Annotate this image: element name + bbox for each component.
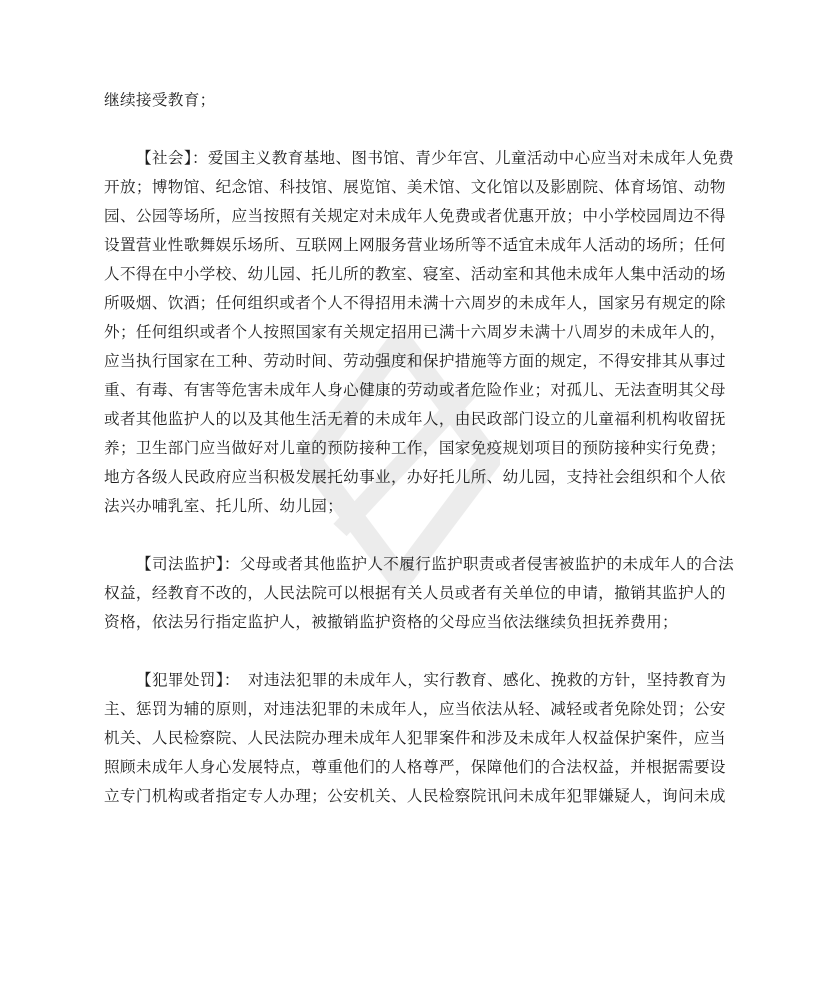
paragraph-society-line: 重、有毒、有害等危害未成年人身心健康的劳动或者危险作业；对孤儿、无法查明其父母 — [104, 381, 726, 399]
paragraph-society-line: 外；任何组织或者个人按照国家有关规定招用已满十六周岁未满十八周岁的未成年人的， — [104, 323, 726, 341]
paragraph-society-line: 【社会】：爱国主义教育基地、图书馆、青少年宫、儿童活动中心应当对未成年人免费 — [136, 149, 735, 167]
paragraph-society-line: 地方各级人民政府应当积极发展托幼事业，办好托儿所、幼儿园，支持社会组织和个人依 — [104, 468, 726, 486]
paragraph-criminal-line: 照顾未成年人身心发展特点，尊重他们的人格尊严，保障他们的合法权益，并根据需要设 — [104, 758, 726, 776]
paragraph-society-line: 人不得在中小学校、幼儿园、托儿所的教室、寝室、活动室和其他未成年人集中活动的场 — [104, 265, 726, 283]
paragraph-society-line: 或者其他监护人的以及其他生活无着的未成年人，由民政部门设立的儿童福利机构收留抚 — [104, 410, 726, 428]
paragraph-society-line: 开放；博物馆、纪念馆、科技馆、展览馆、美术馆、文化馆以及影剧院、体育场馆、动物 — [104, 178, 726, 196]
paragraph-criminal-line: 立专门机构或者指定专人办理；公安机关、人民检察院讯问未成年犯罪嫌疑人，询问未成 — [104, 787, 726, 805]
paragraph-judicial-line: 【司法监护】：父母或者其他监护人不履行监护职责或者侵害被监护的未成年人的合法 — [136, 555, 735, 573]
paragraph-society-line: 法兴办哺乳室、托儿所、幼儿园； — [104, 497, 344, 515]
paragraph-criminal-line: 主、惩罚为辅的原则，对违法犯罪的未成年人，应当依法从轻、减轻或者免除处罚；公安 — [104, 700, 726, 718]
paragraph-criminal-line: 【犯罪处罚】： 对违法犯罪的未成年人，实行教育、感化、挽救的方针，坚持教育为 — [136, 671, 727, 689]
paragraph-judicial-line: 权益，经教育不改的，人民法院可以根据有关人员或者有关单位的申请，撤销其监护人的 — [104, 584, 726, 602]
paragraph-criminal-line: 机关、人民检察院、人民法院办理未成年人犯罪案件和涉及未成年人权益保护案件，应当 — [104, 729, 726, 747]
paragraph-society-line: 应当执行国家在工种、劳动时间、劳动强度和保护措施等方面的规定，不得安排其从事过 — [104, 352, 726, 370]
paragraph-society-line: 养；卫生部门应当做好对儿童的预防接种工作，国家免疫规划项目的预防接种实行免费； — [104, 439, 726, 457]
paragraph-judicial-line: 资格，依法另行指定监护人，被撤销监护资格的父母应当依法继续负担抚养费用； — [104, 613, 678, 631]
paragraph-society-line: 设置营业性歌舞娱乐场所、互联网上网服务营业场所等不适宜未成年人活动的场所；任何 — [104, 236, 726, 254]
paragraph-society-line: 园、公园等场所，应当按照有关规定对未成年人免费或者优惠开放；中小学校园周边不得 — [104, 207, 726, 225]
paragraph-society-line: 所吸烟、饮酒；任何组织或者个人不得招用未满十六周岁的未成年人，国家另有规定的除 — [104, 294, 726, 312]
paragraph-continuation-line: 继续接受教育； — [104, 91, 216, 109]
